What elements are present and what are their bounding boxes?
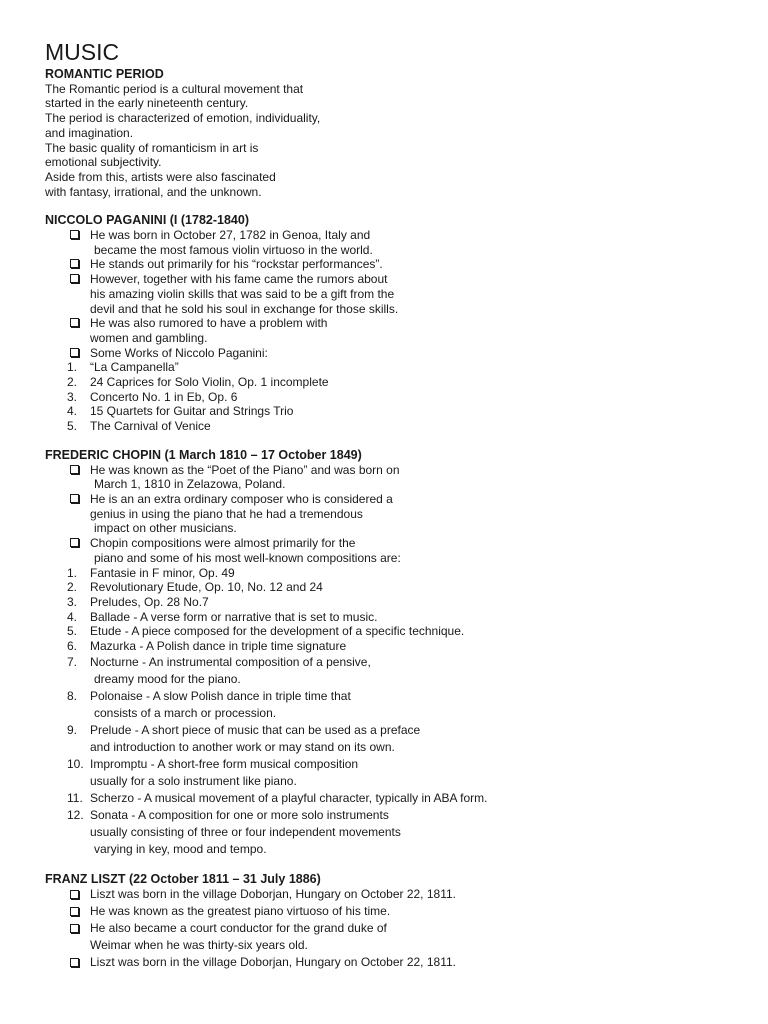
- list-item: 3. Concerto No. 1 in Eb, Op. 6: [67, 389, 238, 404]
- section-heading: FREDERIC CHOPIN (1 March 1810 – 17 October 1849): [45, 447, 362, 462]
- paragraph-line: The basic quality of romanticism in art is: [45, 140, 259, 155]
- list-item: 2. 24 Caprices for Solo Violin, Op. 1 incomplete: [67, 375, 329, 390]
- list-item: He was born in October 27, 1782 in Genoa, Italy and became the most famous violin virtuoso in the world.: [45, 228, 745, 257]
- checkbox-bullet-icon: [70, 538, 79, 547]
- list-item: 1. “La Campanella”: [67, 360, 179, 375]
- paragraph-line: Aside from this, artists were also fascinated: [45, 169, 276, 184]
- checkbox-bullet-icon: [70, 890, 79, 899]
- checkbox-bullet-icon: [70, 259, 79, 268]
- list-item: He is an an extra ordinary composer who is considered a genius in using the piano that he had a tremendous impact on other musicians.: [45, 492, 745, 536]
- section-heading: ROMANTIC PERIOD: [45, 67, 164, 81]
- paragraph-line: The period is characterized of emotion, individuality,: [45, 111, 321, 126]
- paragraph-line: and imagination.: [45, 125, 134, 140]
- list-item: 10. Impromptu - A short-free form musical composition usually for a solo instrument like piano.: [67, 756, 359, 788]
- list-item: 1. Fantasie in F minor, Op. 49: [67, 565, 235, 580]
- list-item: 4. 15 Quartets for Guitar and Strings Trio: [67, 404, 294, 419]
- paragraph-line: started in the early nineteenth century.: [45, 96, 249, 111]
- list-item: However, together with his fame came the rumors about his amazing violin skills that was said to be a gift from the devil and that he sold his soul in exchange for those skills.: [45, 272, 745, 316]
- numbered-list: [45, 360, 745, 434]
- list-item: 8. Polonaise - A slow Polish dance in triple time that consists of a march or procession.: [67, 688, 351, 720]
- section-chopin: [45, 448, 745, 858]
- list-item: Some Works of Niccolo Paganini:: [45, 346, 745, 361]
- checkbox-bullet-icon: [70, 907, 79, 916]
- list-item: He also became a court conductor for the grand duke of Weimar when he was thirty-six years old.: [45, 920, 745, 954]
- paragraph-line: with fantasy, irrational, and the unknown.: [45, 184, 262, 199]
- list-item: Chopin compositions were almost primarily for the piano and some of his most well-known compositions are:: [45, 536, 745, 565]
- numbered-list: [45, 654, 745, 858]
- list-item: 11. Scherzo - A musical movement of a playful character, typically in ABA form.: [67, 790, 488, 805]
- list-item: 3. Preludes, Op. 28 No.7: [67, 594, 209, 609]
- list-item: Liszt was born in the village Doborjan, Hungary on October 22, 1811.: [45, 886, 745, 903]
- list-item: 2. Revolutionary Etude, Op. 10, No. 12 and 24: [67, 580, 323, 595]
- bullet-list: [45, 463, 745, 566]
- checkbox-bullet-icon: [70, 924, 79, 933]
- paragraph-line: The Romantic period is a cultural movement that: [45, 81, 304, 96]
- document-page: [45, 38, 745, 971]
- list-item: He was known as the greatest piano virtuoso of his time.: [45, 903, 745, 920]
- paragraph-line: emotional subjectivity.: [45, 155, 162, 170]
- section-romantic-period: [45, 67, 745, 199]
- section-heading: FRANZ LISZT (22 October 1811 – 31 July 1886): [45, 871, 321, 886]
- list-item: 9. Prelude - A short piece of music that can be used as a preface and introduction to another work or may stand on its own.: [67, 722, 421, 754]
- bullet-list: [45, 228, 745, 360]
- checkbox-bullet-icon: [70, 465, 79, 474]
- list-item: 7. Nocturne - An instrumental composition of a pensive, dreamy mood for the piano.: [67, 654, 371, 686]
- list-item: Liszt was born in the village Doborjan, Hungary on October 22, 1811.: [45, 954, 745, 971]
- list-item: 6. Mazurka - A Polish dance in triple time signature: [67, 639, 347, 654]
- section-heading: NICCOLO PAGANINI (I (1782-1840): [45, 213, 249, 228]
- checkbox-bullet-icon: [70, 958, 79, 967]
- checkbox-bullet-icon: [70, 230, 79, 239]
- list-item: 5. The Carnival of Venice: [67, 419, 211, 434]
- list-item: 4. Ballade - A verse form or narrative that is set to music.: [67, 609, 378, 624]
- numbered-list: [45, 566, 745, 654]
- checkbox-bullet-icon: [70, 274, 79, 283]
- checkbox-bullet-icon: [70, 318, 79, 327]
- list-item: He was known as the “Poet of the Piano” and was born on March 1, 1810 in Zelazowa, Poland.: [45, 463, 745, 492]
- page-title: MUSIC: [45, 39, 120, 65]
- list-item: 5. Etude - A piece composed for the development of a specific technique.: [67, 624, 465, 639]
- list-item: He stands out primarily for his “rockstar performances”.: [45, 257, 745, 272]
- checkbox-bullet-icon: [70, 494, 79, 503]
- bullet-list: [45, 886, 745, 971]
- section-liszt: [45, 872, 745, 972]
- section-paganini: [45, 213, 745, 434]
- checkbox-bullet-icon: [70, 348, 79, 357]
- list-item: He was also rumored to have a problem with women and gambling.: [45, 316, 745, 345]
- list-item: 12. Sonata - A composition for one or more solo instruments usually consisting of three or four independent movements varying in key, mood and tempo.: [67, 807, 401, 856]
